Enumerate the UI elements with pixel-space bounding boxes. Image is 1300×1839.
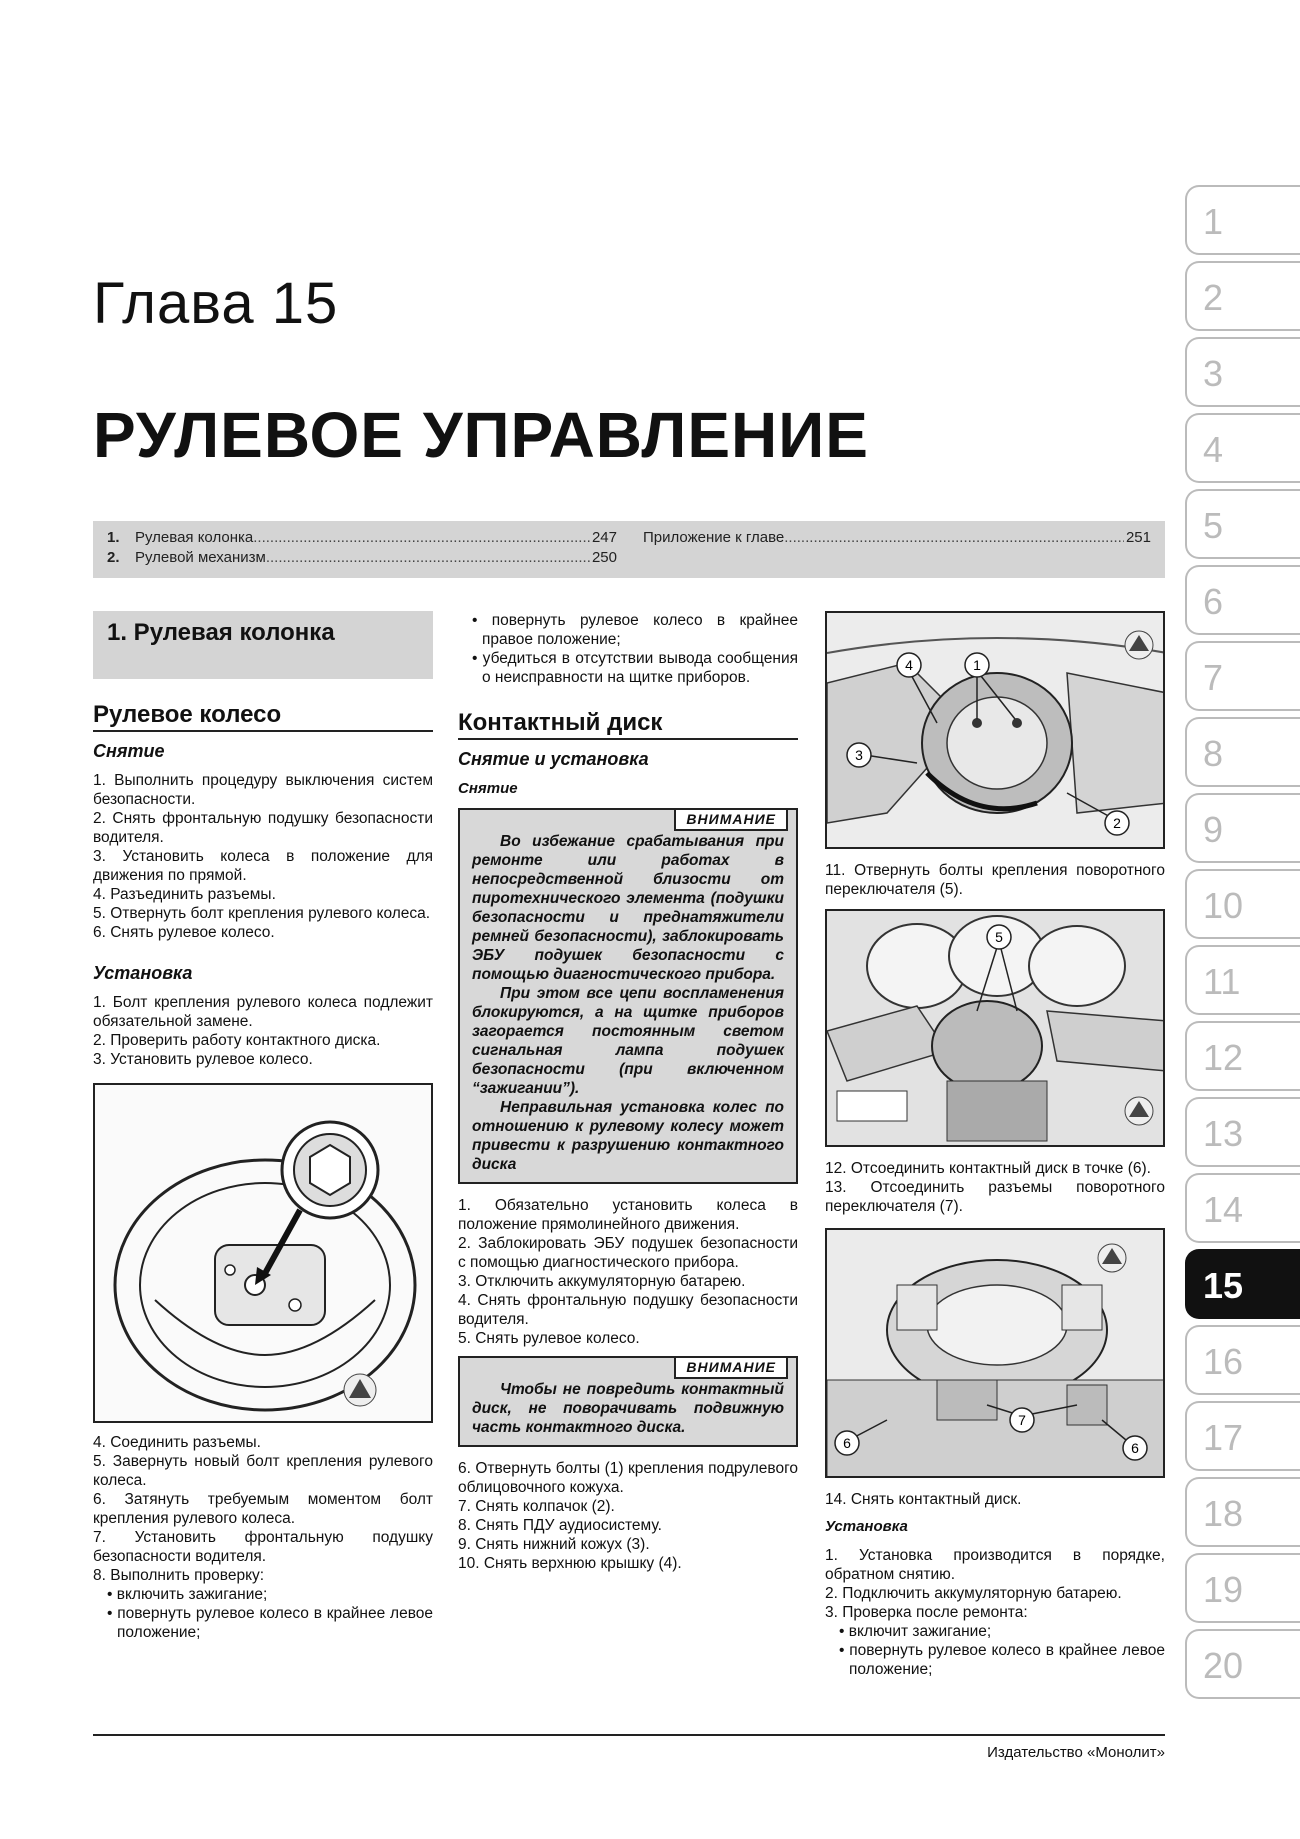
chapter-tab[interactable]: 14 — [1185, 1173, 1300, 1243]
step: 3. Отключить аккумуляторную батарею. — [458, 1273, 746, 1290]
step: 5. Снять рулевое колесо. — [458, 1330, 640, 1347]
instrument-cluster-drawing — [827, 911, 1165, 1147]
bullet: • убедиться в отсутствии вывода сообщения о неисправности на щитке приборов. — [472, 650, 798, 686]
callout-label: 4 — [905, 657, 913, 673]
warning-box — [458, 808, 798, 1184]
callout-label: 6 — [843, 1435, 851, 1451]
page-title: РУЛЕВОЕ УПРАВЛЕНИЕ — [93, 399, 869, 471]
column-switch-figure — [825, 611, 1165, 849]
chapter-tab[interactable]: 9 — [1185, 793, 1300, 863]
step: 6. Снять рулевое колесо. — [93, 924, 275, 941]
install-heading: Установка — [825, 1518, 908, 1535]
callout-label: 3 — [855, 747, 863, 763]
step: 3. Установить колеса в положение для движения по прямой. — [93, 848, 433, 884]
step: 1. Обязательно установить колеса в положение прямолинейного движения. — [458, 1197, 798, 1233]
toc-item[interactable]: 1. Рулевая колонка ..... 247 — [107, 529, 617, 546]
chapter-tabs — [1185, 185, 1300, 1705]
chapter-tab[interactable]: 12 — [1185, 1021, 1300, 1091]
warning-tag: ВНИМАНИЕ — [674, 808, 788, 831]
publisher-footer: Издательство «Монолит» — [987, 1744, 1165, 1761]
step: 1. Установка производится в порядке, обратном снятию. — [825, 1547, 1165, 1583]
warning-text: Во избежание срабатывания при ремонте или работах в непосредственной близости от пиротехнического элемента (подушки безопасности и преднатяжители ремней безопасности), заблокировать ЭБУ подушек безопасности с помощью диагностического прибора. — [472, 833, 784, 983]
callout-label: 5 — [995, 929, 1003, 945]
bullet: • повернуть рулевое колесо в крайнее правое положение; — [472, 612, 798, 648]
step: 14. Снять контактный диск. — [825, 1491, 1022, 1508]
chapter-tab[interactable]: 7 — [1185, 641, 1300, 711]
bullet: • включить зажигание; — [107, 1586, 268, 1603]
bullet: • включит зажигание; — [839, 1623, 992, 1640]
step: 7. Снять колпачок (2). — [458, 1498, 615, 1515]
chapter-tab[interactable]: 17 — [1185, 1401, 1300, 1471]
warning-text: Неправильная установка колес по отношению к рулевому колесу может привести к разрушению контактного диска — [472, 1099, 784, 1173]
procedure-heading: Снятие и установка — [458, 749, 649, 769]
chapter-tab[interactable]: 13 — [1185, 1097, 1300, 1167]
step: 9. Снять нижний кожух (3). — [458, 1536, 650, 1553]
column-1 — [93, 611, 433, 1642]
chapter-tab[interactable]: 11 — [1185, 945, 1300, 1015]
step: 8. Снять ПДУ аудиосистему. — [458, 1517, 662, 1534]
warning-text: Чтобы не повредить контактный диск, не поворачивать подвижную часть контактного диска. — [472, 1381, 784, 1436]
callout-label: 6 — [1131, 1440, 1139, 1456]
chapter-tab[interactable]: 3 — [1185, 337, 1300, 407]
bullet: • повернуть рулевое колесо в крайнее левое положение; — [107, 1605, 433, 1641]
chapter-tab[interactable]: 2 — [1185, 261, 1300, 331]
toc-item[interactable]: Приложение к главе ..... 251 — [643, 529, 1151, 546]
step: 13. Отсоединить разъемы поворотного переключателя (7). — [825, 1179, 1165, 1215]
instrument-cluster-figure — [825, 909, 1165, 1147]
subsection-heading: Рулевое колесо — [93, 705, 433, 732]
step: 4. Разъединить разъемы. — [93, 886, 276, 903]
step: 8. Выполнить проверку: — [93, 1567, 265, 1584]
step: 6. Затянуть требуемым моментом болт крепления рулевого колеса. — [93, 1491, 433, 1527]
chapter-tab[interactable]: 5 — [1185, 489, 1300, 559]
chapter-tab[interactable]: 1 — [1185, 185, 1300, 255]
step: 11. Отвернуть болты крепления поворотного переключателя (5). — [825, 862, 1165, 898]
step: 2. Снять фронтальную подушку безопасности водителя. — [93, 810, 433, 846]
column-2 — [458, 611, 798, 1573]
chapter-tab[interactable]: 16 — [1185, 1325, 1300, 1395]
step: 1. Болт крепления рулевого колеса подлежит обязательной замене. — [93, 994, 433, 1030]
callout-label: 1 — [973, 657, 981, 673]
step: 4. Снять фронтальную подушку безопасности водителя. — [458, 1292, 798, 1328]
warning-text: При этом все цепи воспламенения блокируются, а на щитке приборов загорается постоянным светом сигнальная лампа подушек безопасности (при включенном “зажигании”). — [472, 985, 784, 1097]
step: 12. Отсоединить контактный диск в точке (6). — [825, 1160, 1151, 1177]
steering-wheel-drawing — [95, 1085, 433, 1423]
step: 4. Соединить разъемы. — [93, 1434, 261, 1451]
step: 1. Выполнить процедуру выключения систем безопасности. — [93, 772, 433, 808]
chapter-tab[interactable]: 18 — [1185, 1477, 1300, 1547]
chapter-label: Глава 15 — [93, 271, 339, 336]
toc-item[interactable]: 2. Рулевой механизм ..... 250 — [107, 549, 617, 566]
step: 5. Завернуть новый болт крепления рулевого колеса. — [93, 1453, 433, 1489]
callout-label: 2 — [1113, 815, 1121, 831]
chapter-tab[interactable]: 20 — [1185, 1629, 1300, 1699]
step: 3. Проверка после ремонта: — [825, 1604, 1028, 1621]
warning-box — [458, 1356, 798, 1447]
steering-wheel-figure — [93, 1083, 433, 1423]
step: 2. Проверить работу контактного диска. — [93, 1032, 381, 1049]
removal-heading: Снятие — [458, 780, 518, 797]
step: 10. Снять верхнюю крышку (4). — [458, 1555, 682, 1572]
warning-tag: ВНИМАНИЕ — [674, 1356, 788, 1379]
bullet: • повернуть рулевое колесо в крайнее левое положение; — [839, 1642, 1165, 1678]
step: 5. Отвернуть болт крепления рулевого колеса. — [93, 905, 431, 922]
install-heading: Установка — [93, 963, 193, 983]
subsection-heading: Контактный диск — [458, 713, 798, 740]
contact-disc-figure — [825, 1228, 1165, 1478]
step: 2. Подключить аккумуляторную батарею. — [825, 1585, 1122, 1602]
chapter-tab[interactable]: 10 — [1185, 869, 1300, 939]
footer-divider — [93, 1734, 1165, 1736]
step: 3. Установить рулевое колесо. — [93, 1051, 313, 1068]
chapter-tab[interactable]: 4 — [1185, 413, 1300, 483]
table-of-contents — [93, 521, 1165, 578]
chapter-tab-active[interactable]: 15 — [1185, 1249, 1300, 1319]
chapter-tab[interactable]: 19 — [1185, 1553, 1300, 1623]
contact-disc-drawing — [827, 1230, 1165, 1478]
chapter-tab[interactable]: 8 — [1185, 717, 1300, 787]
step: 6. Отвернуть болты (1) крепления подрулевого облицовочного кожуха. — [458, 1460, 798, 1496]
removal-heading: Снятие — [93, 741, 165, 761]
section-heading: 1. Рулевая колонка — [93, 611, 433, 679]
step: 7. Установить фронтальную подушку безопасности водителя. — [93, 1529, 433, 1565]
callout-label: 7 — [1018, 1412, 1026, 1428]
step: 2. Заблокировать ЭБУ подушек безопасности с помощью диагностического прибора. — [458, 1235, 798, 1271]
chapter-tab[interactable]: 6 — [1185, 565, 1300, 635]
column-switch-drawing — [827, 613, 1165, 849]
column-3 — [825, 611, 1165, 1679]
